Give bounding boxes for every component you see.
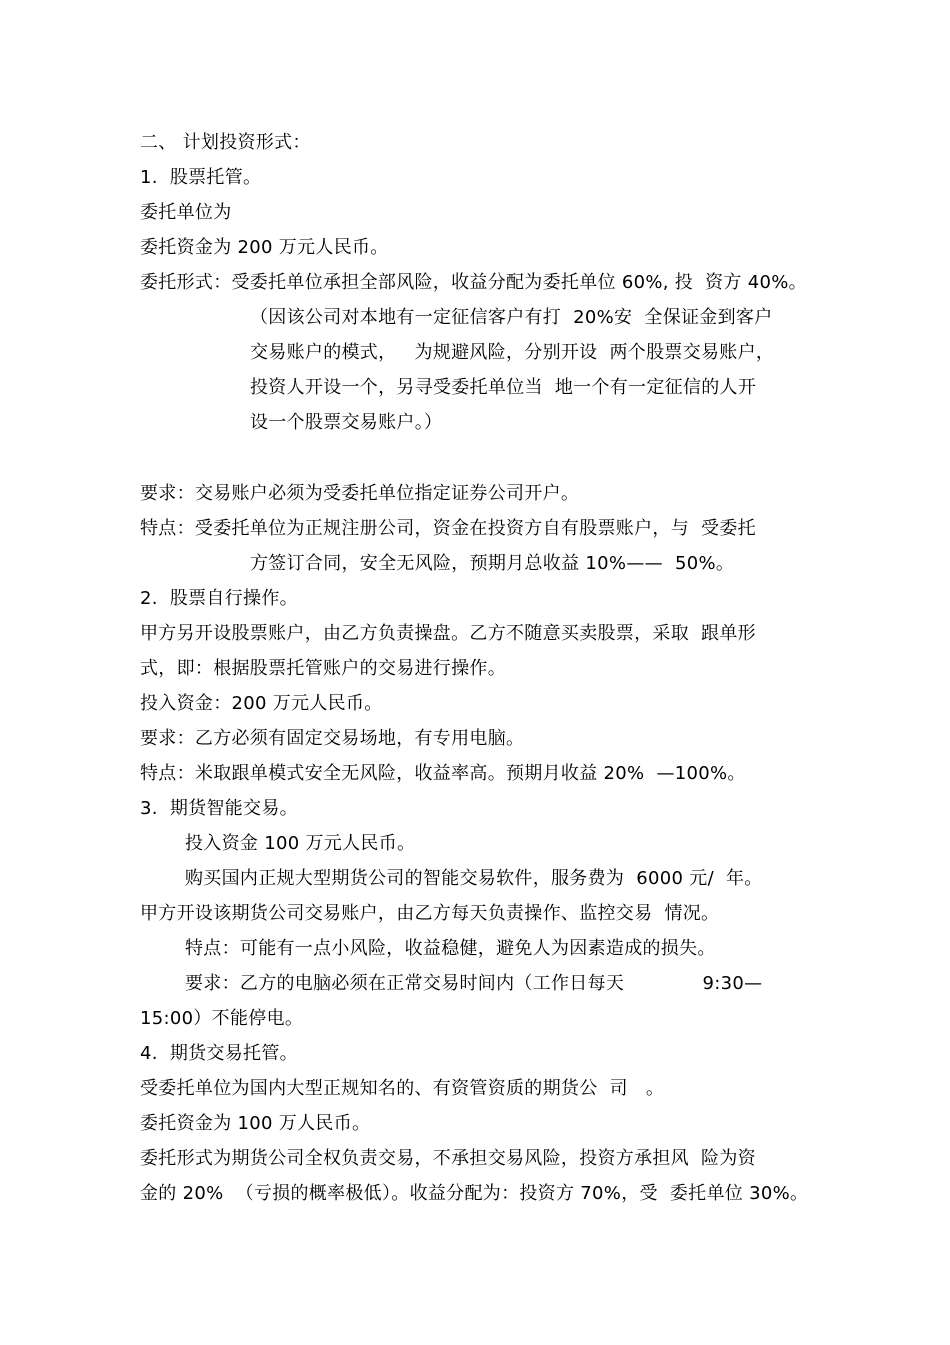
indented-text-line: 方签订合同，安全无风险，预期月总收益 10%—— 50%。 bbox=[250, 553, 735, 574]
text-line: 金的 20% （亏损的概率极低）。收益分配为：投资方 70%，受 委托单位 30%。 bbox=[140, 1183, 809, 1204]
text-line: 特点：受委托单位为正规注册公司，资金在投资方自有股票账户，与 受委托 bbox=[140, 518, 756, 539]
item-heading-2: 2. 股票自行操作。 bbox=[140, 588, 298, 609]
indented-text-line: 投入资金 100 万元人民币。 bbox=[185, 833, 416, 854]
text-line: 投入资金：200 万元人民币。 bbox=[140, 693, 383, 714]
item-heading-4: 4. 期货交易托管。 bbox=[140, 1043, 298, 1064]
text-line: 要求：交易账户必须为受委托单位指定证券公司开户。 bbox=[140, 483, 580, 504]
text-line: 要求：乙方必须有固定交易场地，有专用电脑。 bbox=[140, 728, 525, 749]
text-line: 特点：米取跟单模式安全无风险，收益率高。预期月收益 20% —100%。 bbox=[140, 763, 746, 784]
text-line: 委托资金为 100 万人民币。 bbox=[140, 1113, 371, 1134]
text-line: 15:00）不能停电。 bbox=[140, 1008, 304, 1029]
item-heading-1: 1. 股票托管。 bbox=[140, 167, 262, 188]
text-line: 甲方开设该期货公司交易账户，由乙方每天负责操作、监控交易 情况。 bbox=[140, 903, 720, 924]
text-line: 委托资金为 200 万元人民币。 bbox=[140, 237, 389, 258]
text-line: 式，即：根据股票托管账户的交易进行操作。 bbox=[140, 658, 506, 679]
text-line: 委托单位为 bbox=[140, 202, 232, 223]
indented-text-line: 特点：可能有一点小风险，收益稳健，避免人为因素造成的损失。 bbox=[185, 938, 716, 959]
text-line: 受委托单位为国内大型正规知名的、有资管资质的期货公 司 。 bbox=[140, 1078, 665, 1099]
item-heading-3: 3. 期货智能交易。 bbox=[140, 798, 298, 819]
text-line: 委托形式为期货公司全权负责交易，不承担交易风险，投资方承担风 险为资 bbox=[140, 1148, 756, 1169]
indented-note-line: 设一个股票交易账户。） bbox=[250, 412, 443, 433]
indented-text-line: 要求：乙方的电脑必须在正常交易时间内（工作日每天 9:30— bbox=[185, 973, 763, 994]
indented-note-line: 交易账户的模式， 为规避风险，分别开设 两个股票交易账户， bbox=[250, 342, 775, 363]
indented-note-line: 投资人开设一个，另寻受委托单位当 地一个有一定征信的人开 bbox=[250, 377, 757, 398]
indented-note-line: （因该公司对本地有一定征信客户有打 20%安 全保证金到客户 bbox=[250, 307, 773, 328]
text-line: 甲方另开设股票账户，由乙方负责操盘。乙方不随意买卖股票，采取 跟单形 bbox=[140, 623, 756, 644]
text-line: 委托形式：受委托单位承担全部风险，收益分配为委托单位 60%, 投 资方 40%。 bbox=[140, 272, 807, 293]
section-heading: 二、 计划投资形式： bbox=[140, 132, 311, 153]
indented-text-line: 购买国内正规大型期货公司的智能交易软件，服务费为 6000 元/ 年。 bbox=[185, 868, 763, 889]
